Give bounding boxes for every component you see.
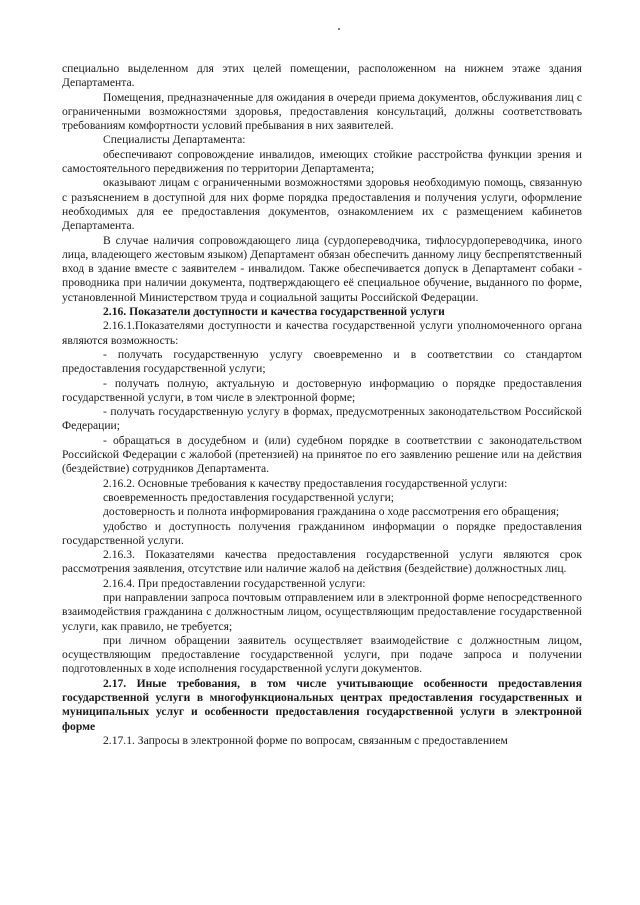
- requirement-timeliness: своевременность предоставления государственной услуги;: [103, 490, 395, 504]
- paragraph-specialists: Специалисты Департамента:: [103, 133, 246, 147]
- document-page: [62, 62, 582, 748]
- section-heading-2-16: 2.16. Показатели доступности и качества государственной услуги: [103, 305, 445, 319]
- paragraph-personal-request: при личном обращении заявитель осуществляет взаимодействие с должностным лицом, осуществляющим предоставление государственной услуги, при подаче запроса и получении подготовленных в ходе исполнения государственной услуги документов.: [62, 633, 582, 676]
- section-heading-2-17: 2.17. Иные требования, в том числе учитывающие особенности предоставления государственной услуги в многофункциональных центрах предоставления государственных и муниципальных услуг и особенности предоставления государственной услуги в электронной форме: [62, 676, 582, 733]
- paragraph-assistance: оказывают лицам с ограниченными возможностями здоровья необходимую помощь, связанную с разъяснением в доступной для них форме порядка предоставления и получения услуги, оформление необходимых для ее предоставления документов, ознакомлением их с размещением кабинетов Департамента.: [62, 176, 582, 233]
- paragraph-premises-location: специально выделенном для этих целей помещении, расположенном на нижнем этаже здания Департамента.: [62, 62, 582, 90]
- paragraph-2-16-4: 2.16.4. При предоставлении государственной услуги:: [103, 576, 366, 590]
- requirement-reliability: достоверность и полнота информирования гражданина о ходе рассмотрения его обращения;: [103, 505, 560, 519]
- paragraph-accompanying-person: В случае наличия сопровождающего лица (сурдопереводчика, тифлосурдопереводчика, иного лица, владеющего жестовым языком) Департамент обязан обеспечить данному лицу беспрепятственный вход в здание вместе с заявителем - инвалидом. Также обеспечивается допуск в Департамент собаки - проводника при наличии документа, подтверждающего её специальное обучение, выданного по форме, установленной Министерством труда и социальной защиты Российской Федерации.: [62, 233, 582, 304]
- paragraph-escort-disabled: обеспечивают сопровождение инвалидов, имеющих стойкие расстройства функции зрения и самостоятельного передвижения по территории Департамента;: [62, 147, 582, 176]
- list-item-timely-service: - получать государственную услугу своевременно и в соответствии со стандартом предоставления государственной услуги;: [62, 347, 582, 376]
- paragraph-waiting-rooms: Помещения, предназначенные для ожидания в очереди приема документов, обслуживания лиц с ограниченными возможностями здоровья, предоставления консультаций, должны соответствовать требованиям комфортности условий пребывания в них заявителей.: [62, 90, 582, 133]
- paragraph-postal-request: при направлении запроса почтовым отправлением или в электронной форме непосредственного взаимодействия гражданина с должностным лицом, осуществляющим предоставление государственной услуги, как правило, не требуется;: [62, 590, 582, 633]
- requirement-convenience: удобство и доступность получения гражданином информации о порядке предоставления государственной услуги.: [62, 519, 582, 547]
- paragraph-2-16-2: 2.16.2. Основные требования к качеству предоставления государственной услуги:: [103, 476, 508, 490]
- paragraph-2-16-1: 2.16.1.Показателями доступности и качества государственной услуги уполномоченного органа являются возможность:: [62, 319, 582, 347]
- list-item-appeal: - обращаться в досудебном и (или) судебном порядке в соответствии с законодательством Российской Федерации с жалобой (претензией) на принятое по его заявлению решение или на действия (бездействие) сотрудников Департамента.: [62, 433, 582, 476]
- paragraph-2-17-1: 2.17.1. Запросы в электронной форме по вопросам, связанным с предоставлением: [103, 733, 508, 747]
- list-item-full-information: - получать полную, актуальную и достоверную информацию о порядке предоставления государственной услуги, в том числе в электронной форме;: [62, 376, 582, 404]
- list-item-forms: - получать государственную услугу в формах, предусмотренных законодательством Российской Федерации;: [62, 405, 582, 433]
- scan-speck: [338, 28, 340, 30]
- paragraph-2-16-3: 2.16.3. Показателями качества предоставления государственной услуги являются срок рассмотрения заявления, отсутствие или наличие жалоб на действия (бездействие) должностных лиц.: [62, 548, 582, 576]
